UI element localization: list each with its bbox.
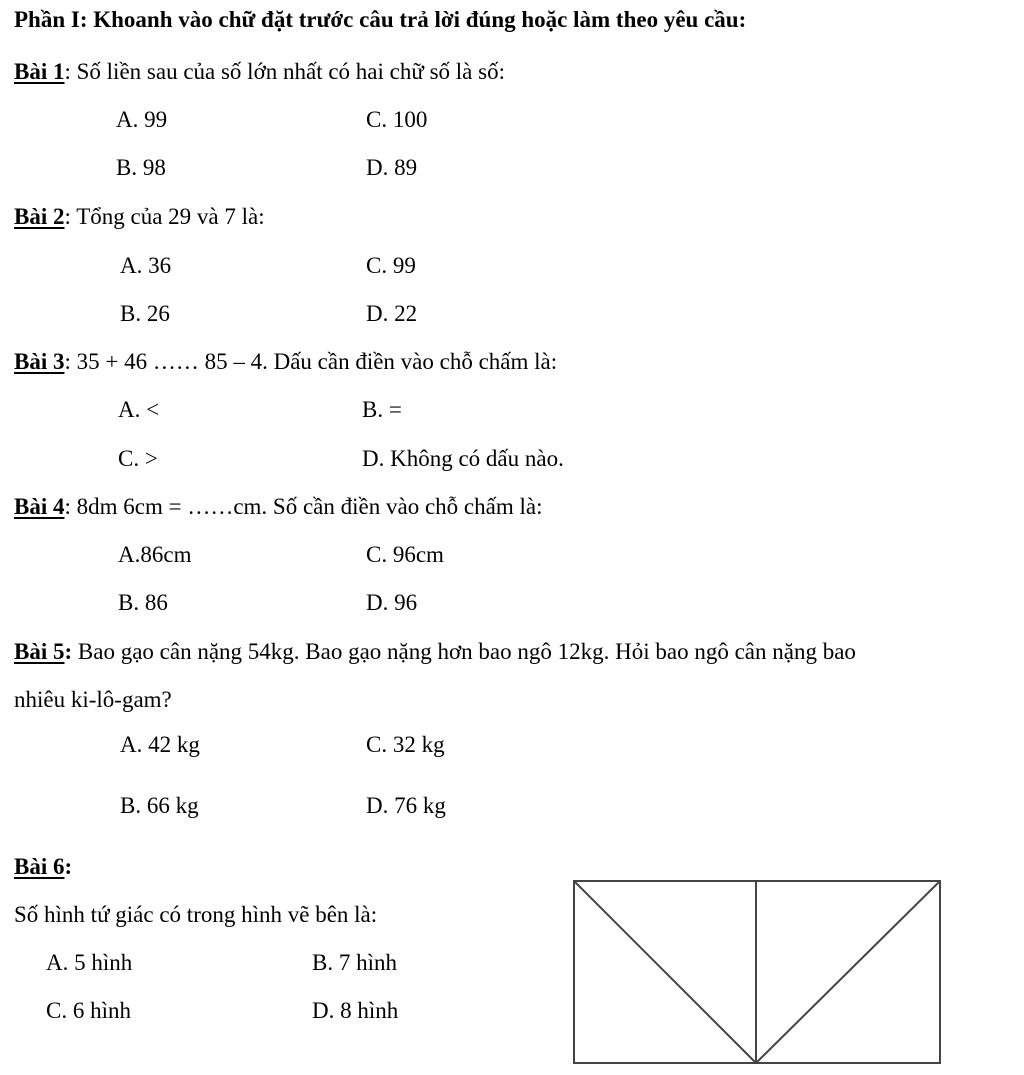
question-3-text: : 35 + 46 …… 85 – 4. Dấu cần điền vào chỗ chấm là:: [64, 349, 558, 374]
q1-option-d: D. 89: [366, 155, 418, 180]
q6-option-b: B. 7 hình: [312, 950, 397, 975]
q2-option-a: A. 36: [120, 253, 172, 278]
figure-right-diagonal: [756, 881, 940, 1063]
question-1: [14, 60, 505, 83]
q5-option-b: B. 66 kg: [120, 793, 199, 818]
q6-option-c: C. 6 hình: [46, 998, 131, 1023]
q6-option-d: D. 8 hình: [312, 998, 399, 1023]
q4-option-a: A.86cm: [118, 542, 192, 567]
question-5: Bài 5: Bao gạo cân nặng 54kg. Bao gạo nặng hơn bao ngô 12kg. Hỏi bao ngô cân nặng bao: [14, 639, 856, 664]
q4-option-b: B. 86: [118, 590, 168, 615]
question-2: [14, 205, 265, 228]
q2-option-b: B. 26: [120, 301, 170, 326]
q2-option-c: C. 99: [366, 253, 416, 278]
question-5-text: Bao gạo cân nặng 54kg. Bao gạo nặng hơn bao ngô 12kg. Hỏi bao ngô cân nặng bao: [72, 639, 856, 664]
question-1-text: : Số liền sau của số lớn nhất có hai chữ số là số:: [64, 59, 505, 84]
q5-option-c: C. 32 kg: [366, 732, 445, 757]
q1-option-a: A. 99: [116, 107, 168, 132]
question-4-label: Bài 4: [14, 494, 65, 519]
q6-option-a: A. 5 hình: [46, 950, 133, 975]
q3-option-d: D. Không có dấu nào.: [362, 446, 564, 471]
figure-left-diagonal: [574, 881, 756, 1063]
question-6: Bài 6:: [14, 854, 73, 879]
question-3: [14, 350, 557, 373]
q5-option-a: A. 42 kg: [120, 732, 200, 757]
q4-option-d: D. 96: [366, 590, 418, 615]
quadrilateral-figure: [572, 879, 942, 1065]
question-5-label: Bài 5: [14, 639, 65, 664]
q1-option-b: B. 98: [116, 155, 166, 180]
q3-option-a: A. <: [118, 397, 160, 422]
q2-option-d: D. 22: [366, 301, 418, 326]
question-4: [14, 495, 542, 518]
question-5-text-line2: nhiêu ki-lô-gam?: [14, 687, 172, 712]
q3-option-b: B. =: [362, 397, 402, 422]
question-2-text: : Tổng của 29 và 7 là:: [64, 204, 265, 229]
question-6-label: Bài 6: [14, 854, 65, 879]
question-1-label: Bài 1: [14, 59, 65, 84]
q5-option-d: D. 76 kg: [366, 793, 446, 818]
q1-option-c: C. 100: [366, 107, 428, 132]
q3-option-c: C. >: [118, 446, 158, 471]
q4-option-c: C. 96cm: [366, 542, 444, 567]
section-heading: Phần I: Khoanh vào chữ đặt trước câu trả lời đúng hoặc làm theo yêu cầu:: [14, 7, 747, 32]
question-2-label: Bài 2: [14, 204, 65, 229]
question-4-text: : 8dm 6cm = ……cm. Số cần điền vào chỗ chấm là:: [64, 494, 543, 519]
question-6-text: Số hình tứ giác có trong hình vẽ bên là:: [14, 902, 378, 927]
question-3-label: Bài 3: [14, 349, 65, 374]
